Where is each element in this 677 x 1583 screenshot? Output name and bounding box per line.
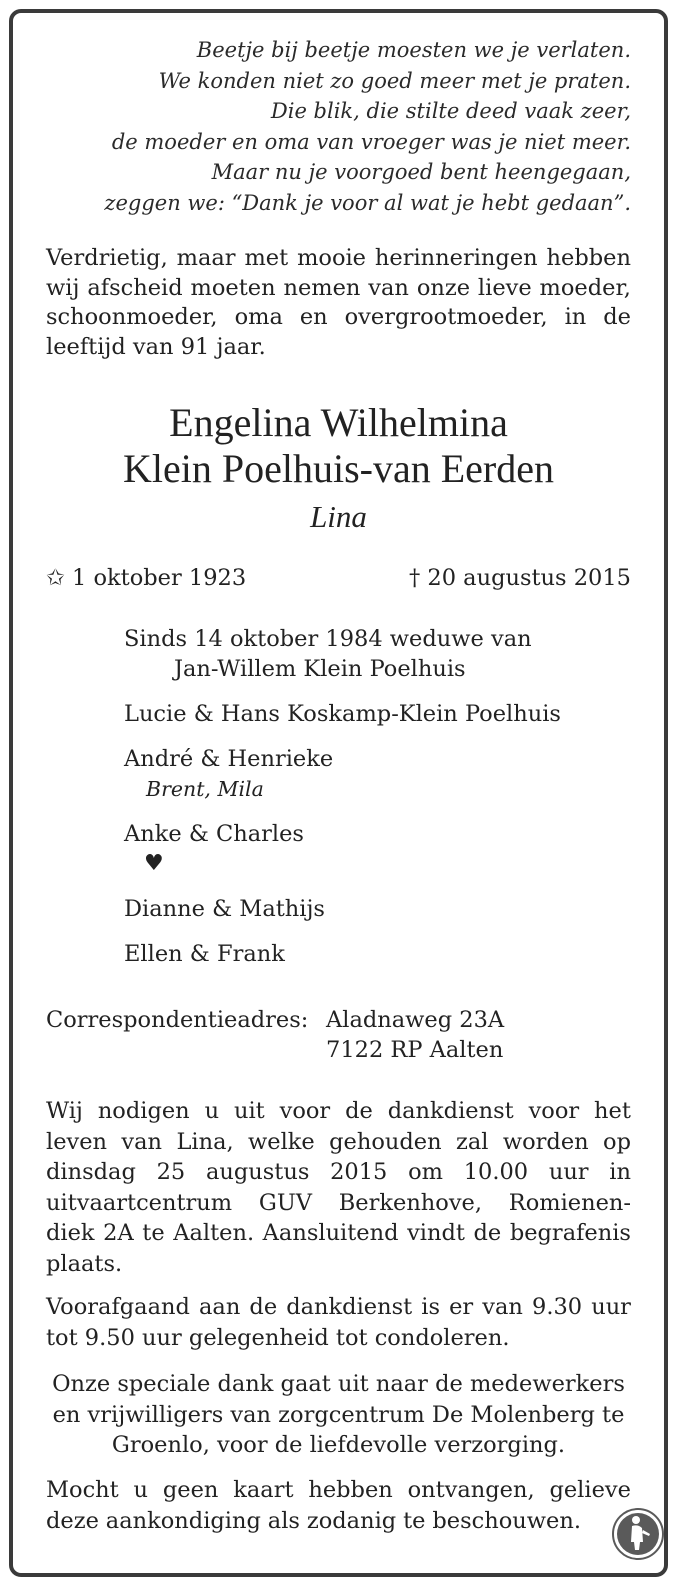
final-line [46,1506,581,1537]
poem-line: zeggen we: “Dank je voor al wat je hebt gedaan”. [104,190,631,215]
word: 10.00 [463,1159,529,1185]
condolence-line: tot 9.50 uur gelegenheid tot condoleren. [46,1324,510,1351]
word: dankdienst [286,1294,413,1320]
word: van [482,1294,523,1320]
service-line [46,1188,631,1219]
word: gelieve [549,1477,631,1503]
memorial-logo-icon [612,1504,664,1564]
word: schoonmoeder, [46,304,218,330]
word: Aalten. [173,1220,255,1246]
family-member-group [124,744,561,804]
life-dates [46,563,631,593]
poem-line: de moeder en oma van vroeger was je niet meer. [111,129,631,154]
family-member: Dianne & Mathijs [124,896,325,922]
address-label: Correspondentieadres: [46,1007,309,1033]
poem-line: We konden niet zo goed meer met je praten. [158,68,631,93]
word: welke [248,1128,315,1155]
heart-icon: ♥ [144,851,164,876]
birth-date-text: 1 oktober 1923 [72,565,247,591]
widow-line-1: Sinds 14 oktober 1984 weduwe van [124,626,532,652]
word: herinneringen [374,245,538,271]
word: vindt [407,1220,465,1246]
word: 25 [156,1159,186,1185]
word: oma [234,304,283,330]
service-line: plaats. [46,1250,123,1277]
word: op [603,1128,631,1155]
thanks-line: en vrijwilligers van zorgcentrum De Molenberg te [52,1401,625,1428]
intro-line [46,244,631,274]
word: zodanig [306,1507,397,1534]
word: moeten [190,274,276,301]
word: mooie [297,245,367,271]
word: 2015 [330,1159,388,1185]
thanks-line: Groenlo, voor de liefdevolle verzorging. [111,1432,566,1458]
word: GUV [258,1189,313,1216]
word: u [133,1477,149,1503]
word: nemen [283,274,361,301]
widow-line-2: Jan-Willem Klein Poelhuis [174,656,466,682]
word: met [244,245,289,271]
address-row [46,1005,504,1035]
word: deze [46,1507,99,1534]
word: dankdienst [387,1098,514,1124]
intro-line: leeftijd van 91 jaar. [46,333,266,360]
death-date [409,563,631,593]
poem [46,35,631,218]
word: diek [46,1220,95,1246]
family-member: Ellen & Frank [124,941,285,967]
word: Lina, [176,1128,234,1155]
service-line [46,1157,631,1188]
word: ontvangen, [407,1477,535,1503]
word: 9.30 [532,1294,583,1320]
word: Voorafgaand [46,1294,190,1320]
word: als [267,1507,300,1534]
cross-icon: † [408,565,421,591]
word: kaart [233,1477,294,1503]
word: beschouwen. [432,1507,581,1534]
word: Verdrietig, [46,245,168,271]
word: zal [456,1128,489,1155]
word: nodigen [97,1098,190,1124]
word: voor [528,1098,580,1124]
birth-date [46,563,246,593]
word: lieve [477,274,532,301]
word: het [594,1098,631,1124]
address-row [46,1035,504,1065]
word: aankondiging [105,1507,261,1534]
word: u [204,1098,220,1124]
word: uur [548,1159,589,1185]
correspondence-address [46,1005,504,1065]
grandchildren: Brent, Mila [146,777,264,801]
word: hebben [546,245,631,271]
word: begrafenis [509,1220,631,1246]
final-paragraph [46,1475,631,1536]
word: Wij [46,1098,83,1124]
word: uitvaartcentrum [46,1189,233,1216]
name-line-1: Engelina Wilhelmina [169,400,508,445]
star-icon: ✩ [46,565,65,591]
word: in [564,304,587,330]
word: uur [591,1294,631,1320]
service-paragraph [46,1096,631,1279]
word: dinsdag [46,1159,136,1185]
word: er [449,1294,474,1320]
word: onze [416,274,471,301]
word: van [121,1128,163,1155]
word: Aansluitend [262,1220,399,1246]
address-spacer [46,1035,326,1065]
poem-line: Die blik, die stilte deed vaak zeer, [270,99,631,123]
final-line [46,1475,631,1506]
word: augustus [205,1159,310,1185]
name-line-2: Klein Poelhuis-van Eerden [123,446,554,491]
widow-note [124,624,561,684]
poem-line: Beetje bij beetje moesten we je verlaten. [196,38,631,62]
word: de [345,1098,373,1124]
word: te [403,1507,426,1534]
address-city: 7122 RP Aalten [326,1037,504,1063]
family-member-group [124,819,561,879]
word: worden [502,1128,589,1155]
service-line [46,1127,631,1158]
word: Romienen- [508,1189,631,1216]
deceased-nickname: Lina [310,499,367,534]
death-date-text: 20 augustus 2015 [427,565,631,591]
word: moeder, [539,274,631,301]
poem-line: Maar nu je voorgoed bent heengegaan, [211,160,631,184]
condolence-paragraph [46,1292,631,1353]
word: Mocht [46,1477,119,1503]
family-member: Anke & Charles [124,821,304,847]
intro-paragraph [46,244,631,362]
word: te [142,1220,165,1246]
condolence-line [46,1292,631,1323]
service-line [46,1218,631,1249]
word: de [249,1294,278,1320]
address-street: Aladnaweg 23A [326,1007,505,1033]
word: wij [46,274,80,301]
word: de [473,1220,502,1246]
word: geen [162,1477,219,1503]
service-line [46,1096,631,1127]
word: uit [233,1098,265,1124]
intro-line [46,274,631,304]
word: en [299,304,328,330]
word: maar [176,245,236,271]
thanks-paragraph [46,1369,631,1461]
word: gehouden [329,1128,442,1155]
word: voor [279,1098,331,1124]
word: is [421,1294,441,1320]
word: de [603,304,631,330]
thanks-line: Onze speciale dank gaat uit naar de medewerkers [52,1371,625,1397]
word: aan [199,1294,241,1320]
word: in [609,1159,631,1185]
word: overgrootmoeder, [344,304,548,330]
family-member: Lucie & Hans Koskamp-Klein Poelhuis [124,701,561,727]
family-list [124,624,561,984]
deceased-name [46,400,631,492]
word: afscheid [87,274,183,301]
word: leven [46,1128,108,1155]
word: om [408,1159,443,1185]
word: van [368,274,409,301]
intro-line [46,303,631,333]
word: hebben [308,1477,393,1503]
family-member: André & Henrieke [124,746,334,772]
word: Berkenhove, [338,1189,483,1216]
word: 2A [103,1220,134,1246]
